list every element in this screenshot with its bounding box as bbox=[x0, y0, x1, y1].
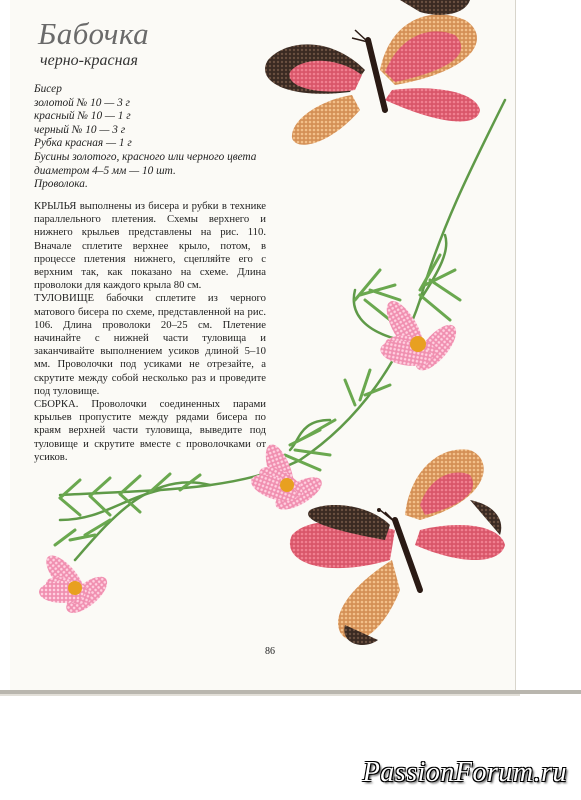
materials-line: красный № 10 — 1 г bbox=[34, 110, 131, 123]
page-number: 86 bbox=[265, 646, 275, 657]
materials-line: Проволока. bbox=[34, 178, 88, 191]
leaf-sprig-icon bbox=[55, 255, 460, 545]
paragraph-heading: СБОРКА. bbox=[34, 398, 79, 411]
butterfly-icon bbox=[265, 0, 480, 145]
materials-line: черный № 10 — 3 г bbox=[34, 123, 126, 136]
paragraph-heading: ТУЛОВИЩЕ bbox=[34, 292, 95, 305]
paragraph-text: Проволочки соединенных парами крыльев пропустите между рядами бисера по краям верхней части туловища, выведите под туловище и скрутите вместе с проволочками от усиков. bbox=[34, 398, 266, 463]
materials-line: Бисер bbox=[34, 83, 62, 95]
page-title: Бабочка bbox=[38, 16, 150, 51]
paragraph-heading: КРЫЛЬЯ bbox=[34, 200, 77, 212]
page-subtitle: черно-красная bbox=[40, 52, 138, 69]
materials-line: Рубка красная — 1 г bbox=[34, 137, 132, 150]
butterfly-icon bbox=[290, 449, 505, 645]
materials-line: золотой № 10 — 3 г bbox=[34, 96, 130, 109]
materials-line: диаметром 4–5 мм — 10 шт. bbox=[34, 164, 176, 177]
paragraph-text: выполнены из бисера и рубки в технике параллельного плетения. Схемы верхнего и нижнего крыльев представлены на рис. 110. Вначале сплетите верхнее крыло, потом, в процессе плетения нижнего, сцепляйте его с верхним так, как показано на схеме. Длина проволоки для каждого крыла 80 см. bbox=[34, 200, 266, 292]
watermark: PassionForum.ru bbox=[362, 757, 567, 788]
materials-line: Бусины золотого, красного или черного цвета bbox=[34, 150, 257, 163]
paragraph-text: бабочки сплетите из черного матового бисера по схеме, представленной на рис. 106. Длина проволоки 20–25 см. Плетение начинайте с нижней части туловища и заканчивайте выполнением усиков длиной 5–10 мм. Проволочки под усиками не отрезайте, а скрутите между собой несколько раз и проведите под туловище. bbox=[34, 292, 266, 397]
